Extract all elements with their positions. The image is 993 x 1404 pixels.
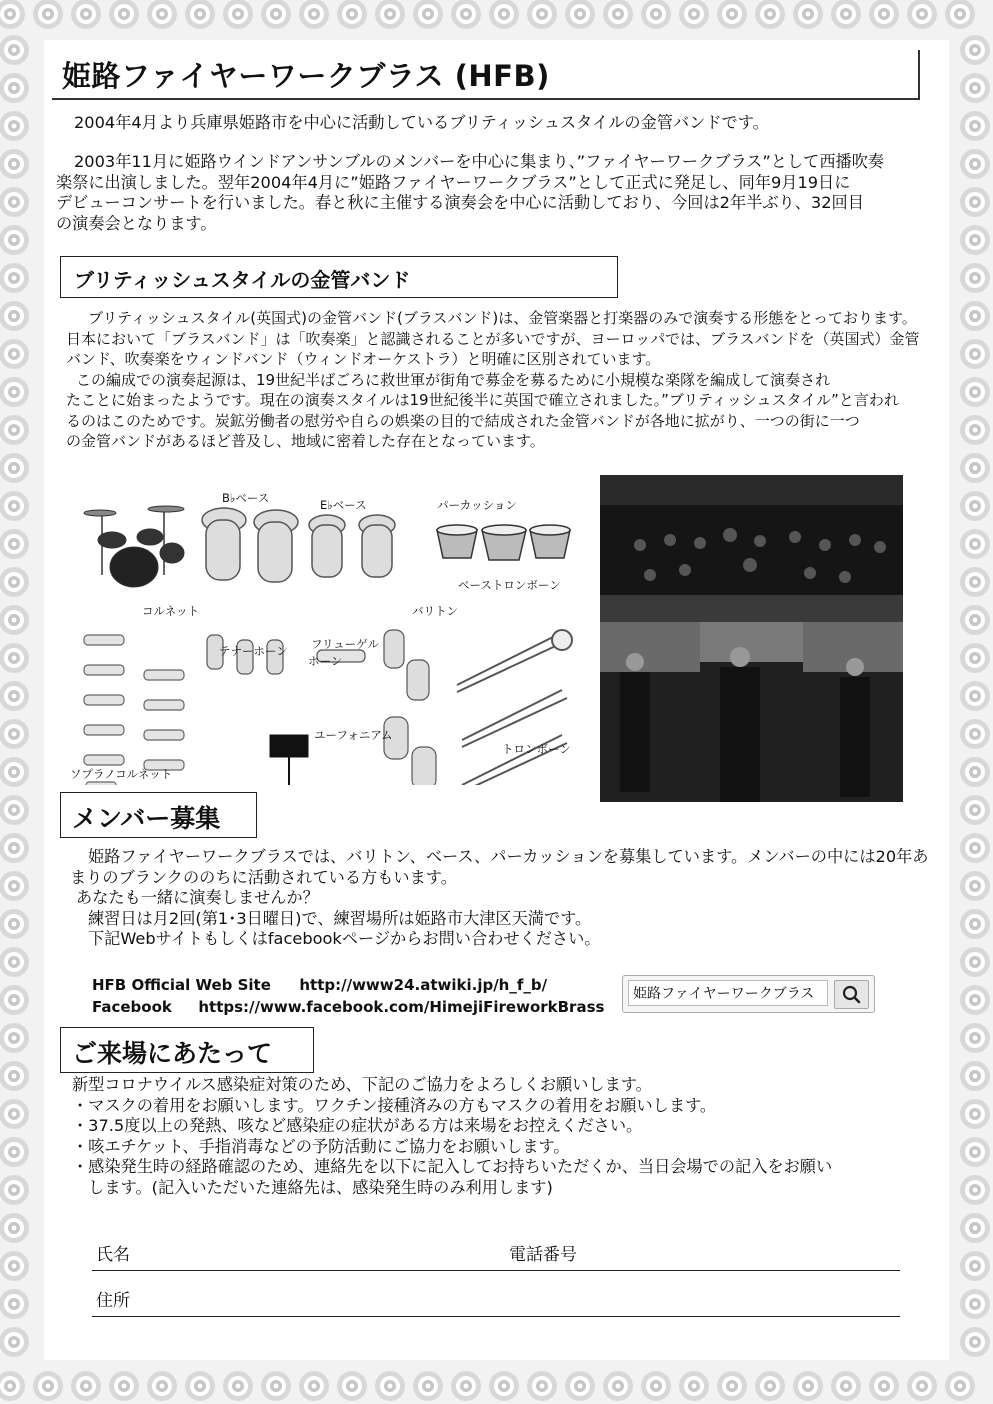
intro-paragraph-1: 2004年4月より兵庫県姫路市を中心に活動しているブリティッシュスタイルの金管バンドです。 — [74, 113, 769, 132]
facebook-url[interactable]: https://www.facebook.com/HimejiFireworkBrass — [198, 998, 605, 1016]
visit-line: します。(記入いただいた連絡先は、感染発生時のみ利用します) — [72, 1177, 553, 1197]
british-heading: ブリティッシュスタイルの金管バンド — [74, 268, 411, 292]
eb-bass-icon — [309, 515, 395, 577]
label-euphonium: ユーフォニアム — [314, 728, 393, 742]
british-line: ブリティッシュスタイル(英国式)の金管バンド(ブラスバンド)は、金管楽器と打楽器のみで演奏する形態をとっております。 — [88, 309, 917, 327]
british-line: バンド、吹奏楽をウィンドバンド（ウィンドオーケストラ）と明確に区別されています。 — [66, 350, 661, 368]
recruit-heading: メンバー募集 — [72, 804, 221, 833]
web-site-row — [92, 976, 547, 994]
label-percussion: パーカッション — [437, 498, 517, 512]
label-bass-trombone: ベーストロンボーン — [458, 578, 561, 592]
visit-paragraph — [72, 1075, 942, 1198]
page-content — [44, 40, 949, 1360]
label-flugelhorn-1: フリューゲル — [311, 637, 379, 651]
address-line — [92, 1316, 900, 1317]
label-tenor-horn: テナーホーン — [219, 644, 288, 658]
drum-kit-icon — [84, 506, 184, 587]
web-site-url[interactable]: http://www24.atwiki.jp/h_f_b/ — [299, 976, 548, 994]
label-cornet: コルネット — [142, 604, 200, 618]
facebook-row — [92, 998, 604, 1016]
bb-bass-icon — [202, 508, 298, 582]
intro-line: の演奏会となります。 — [56, 213, 217, 233]
visit-line: ・咳エチケット、手指消毒などの予防活動にご協力をお願いします。 — [72, 1136, 570, 1156]
british-line: この編成での演奏起源は、19世紀半ばごろに救世軍が街角で募金を募るために小規模な楽隊を編成して演奏され — [76, 370, 831, 389]
trombone-icons — [457, 630, 572, 785]
phone-label: 電話番号 — [509, 1245, 577, 1265]
visit-line: ・37.5度以上の発熱、咳など感染症の症状がある方は来場をお控えください。 — [72, 1116, 643, 1135]
intro-line: 楽祭に出演しました。翌年2004年4月に”姫路ファイヤーワークブラス”として正式に発足し、同年9月19日に — [56, 172, 851, 192]
visit-line: 新型コロナウイルス感染症対策のため、下記のご協力をよろしくお願いします。 — [72, 1075, 652, 1094]
label-trombone: トロンボーン — [502, 742, 571, 756]
concert-photo-1 — [600, 475, 903, 622]
british-line: るのはこのためです。炭鉱労働者の慰労や自らの娯楽の目的で結成された金管バンドが各地に拡がり、一つの街に一つ — [66, 411, 860, 430]
timpani-icon — [437, 525, 570, 560]
label-flugelhorn-2: ホーン — [308, 654, 343, 668]
address-label: 住所 — [96, 1291, 130, 1311]
intro-paragraph-2 — [56, 152, 936, 234]
search-box — [622, 975, 875, 1013]
facebook-label: Facebook — [92, 998, 172, 1016]
search-input[interactable]: 姫路ファイヤーワークブラス — [628, 980, 828, 1006]
baritone-icons — [384, 630, 429, 700]
british-paragraph — [66, 308, 946, 452]
name-phone-line — [92, 1270, 900, 1271]
british-line: の金管バンドがあるほど普及し、地域に密着した存在となっています。 — [66, 432, 545, 450]
search-button[interactable] — [834, 980, 869, 1009]
cornet-icons — [84, 635, 184, 785]
visit-line: ・マスクの着用をお願いします。ワクチン接種済みの方もマスクの着用をお願いします。 — [72, 1095, 717, 1115]
name-label: 氏名 — [96, 1245, 130, 1265]
recruit-line: まりのブランクののちに活動されている方もいます。 — [70, 867, 457, 887]
web-site-label: HFB Official Web Site — [92, 976, 271, 994]
intro-line: 2003年11月に姫路ウインドアンサンブルのメンバーを中心に集まり、”ファイヤーワークブラス”として西播吹奏 — [74, 152, 885, 171]
recruit-line: 下記Webサイトもしくはfacebookページからお問い合わせください。 — [88, 929, 601, 948]
british-line: たことに始まったようです。現在の演奏スタイルは19世紀後半に英国で確立されました。”ブリティッシュスタイル”と言われ — [66, 391, 899, 409]
recruit-line: 姫路ファイヤーワークブラスでは、バリトン、ベース、パーカッションを募集しています。メンバーの中には20年あ — [88, 847, 929, 866]
intro-line: デビューコンサートを行いました。春と秋に主催する演奏会を中心に活動しており、今回は2年半ぶり、32回目 — [56, 193, 864, 212]
concert-photo-2 — [600, 622, 903, 802]
label-baritone: バリトン — [412, 604, 458, 618]
visit-heading: ご来場にあたって — [72, 1039, 273, 1068]
recruit-paragraph — [70, 847, 940, 950]
recruit-line: あなたも一緒に演奏しませんか？ — [76, 888, 319, 907]
british-line: 日本において「ブラスバンド」は「吹奏楽」と認識されることが多いですが、ヨーロッパでは、ブラスバンドを（英国式）金管 — [66, 329, 920, 348]
page-title: 姫路ファイヤーワークブラス (HFB) — [62, 59, 550, 93]
visit-line: ・感染発生時の経路確認のため、連絡先を以下に記入してお持ちいただくか、当日会場での記入をお願い — [72, 1157, 833, 1176]
search-icon — [835, 981, 868, 1008]
label-soprano-cornet: ソプラノコルネット — [70, 767, 173, 781]
label-bb-bass: B♭ベース — [222, 491, 270, 505]
recruit-line: 練習日は月2回(第1･3日曜日)で、練習場所は姫路市大津区天満です。 — [88, 908, 592, 928]
label-eb-bass: E♭ベース — [320, 498, 367, 512]
music-stand-icon — [270, 735, 308, 785]
